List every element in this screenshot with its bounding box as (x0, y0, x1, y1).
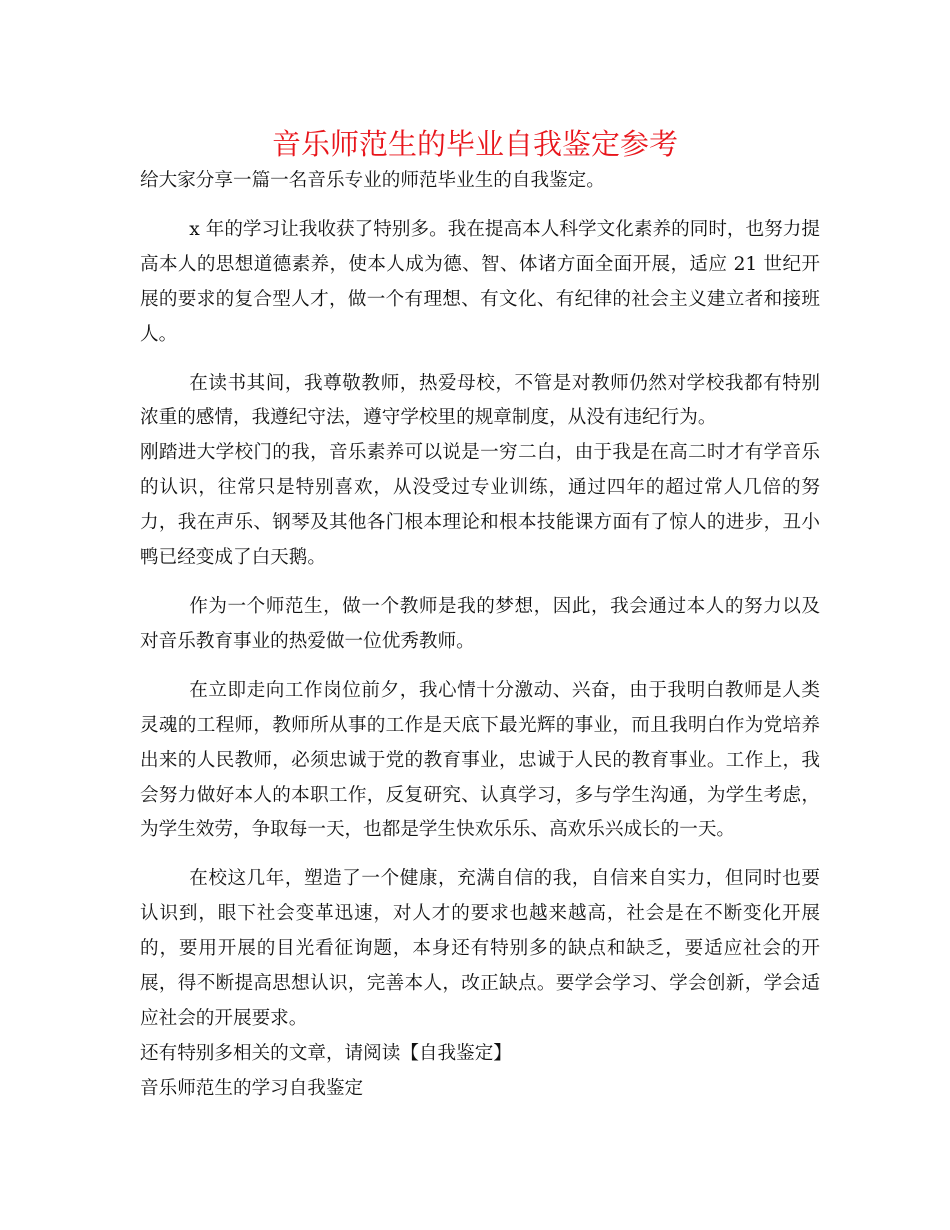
paragraph-respect-teachers: 在读书其间，我尊敬教师，热爱母校，不管是对教师仍然对学校我都有特别浓重的感情，我遵纪守法，遵守学校里的规章制度，从没有违纪行为。 (140, 372, 820, 429)
document-body (140, 164, 820, 1107)
paragraph-study-gains: x 年的学习让我收获了特别多。我在提高本人科学文化素养的同时，也努力提高本人的思想道德素养，使本人成为德、智、体诸方面全面开展，适应 21 世纪开展的要求的复合型人才，做一个有理想、有文化、有纪律的社会主义建立者和接班人。 (140, 218, 820, 345)
intro-paragraph: 给大家分享一篇一名音乐专业的师范毕业生的自我鉴定。 (140, 170, 605, 191)
paragraph-before-work: 在立即走向工作岗位前夕，我心情十分激动、兴奋，由于我明白教师是人类灵魂的工程师，教师所从事的工作是天底下最光辉的事业，而且我明白作为党培养出来的人民教师，必须忠诚于党的教育事业，忠诚于人民的教育事业。工作上，我会努力做好本人的本职工作，反复研究、认真学习，多与学生沟通，为学生考虑，为学生效劳，争取每一天，也都是学生快欢乐乐、高欢乐兴成长的一天。 (140, 679, 820, 841)
related-articles-link-text[interactable]: 还有特别多相关的文章，请阅读【自我鉴定】 (140, 1042, 512, 1064)
document-title: 音乐师范生的毕业自我鉴定参考 (271, 127, 678, 161)
related-article-title[interactable]: 音乐师范生的学习自我鉴定 (140, 1077, 364, 1099)
paragraph-teacher-dream: 作为一个师范生，做一个教师是我的梦想，因此，我会通过本人的努力以及对音乐教育事业的热爱做一位优秀教师。 (140, 595, 820, 652)
paragraph-music-progress: 刚踏进大学校门的我，音乐素养可以说是一穷二白，由于我是在高二时才有学音乐的认识，往常只是特别喜欢，从没受过专业训练，通过四年的超过常人几倍的努力，我在声乐、钢琴及其他各门根本理论和根本技能课方面有了惊人的进步，丑小鸭已经变成了白天鹅。 (140, 442, 820, 569)
paragraph-reflection: 在校这几年，塑造了一个健康，充满自信的我，自信来自实力，但同时也要认识到，眼下社会变革迅速，对人才的要求也越来越高，社会是在不断变化开展的，要用开展的目光看征询题，本身还有特别多的缺点和缺乏，要适应社会的开展，得不断提高思想认识，完善本人，改正缺点。要学会学习、学会创新，学会适应社会的开展要求。 (140, 868, 820, 1029)
